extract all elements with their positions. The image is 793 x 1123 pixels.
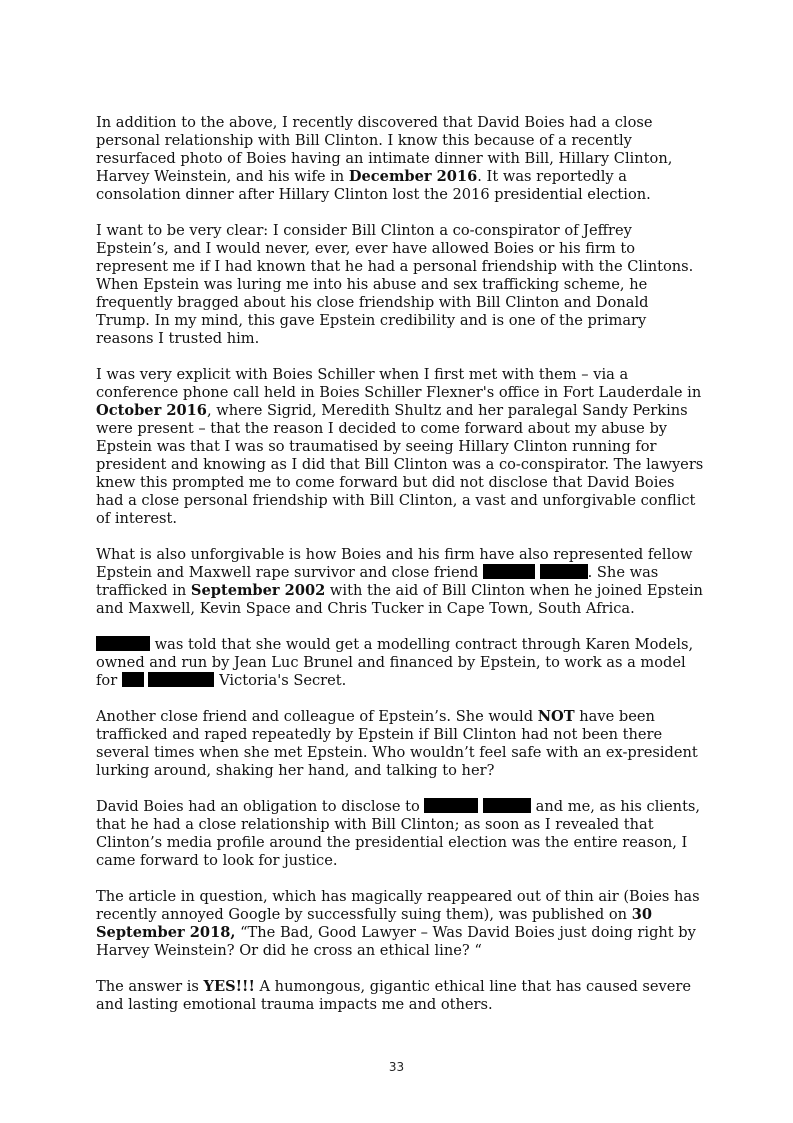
paragraph bbox=[96, 888, 706, 960]
paragraph bbox=[96, 978, 706, 1014]
text-run: . It was reportedly a consolation dinner after Hillary Clinton lost the 2016 presidential election. bbox=[96, 168, 651, 203]
paragraph bbox=[96, 114, 706, 204]
text-run: In addition to the above, I recently discovered that David Boies had a close personal relationship with Bill Clinton. I know this because of a recently resurfaced photo of Boies having an intimate dinner with Bill, Hillary Clinton, Harvey Weinstein, and his wife in bbox=[96, 114, 673, 185]
redaction-box bbox=[96, 636, 150, 651]
text-run: I was very explicit with Boies Schiller when I first met with them – via a conference phone call held in Boies Schiller Flexner's office in Fort Lauderdale in bbox=[96, 366, 702, 401]
paragraph bbox=[96, 222, 706, 348]
paragraph bbox=[96, 366, 706, 528]
text-run: , where Sigrid, Meredith Shultz and her paralegal Sandy Perkins were present – that the reason I decided to come forward about my abuse by Epstein was that I was so traumatised by seeing Hillary Clinton running for president and knowing as I did that Bill Clinton was a co-conspirator. The lawyers knew this prompted me to come forward but did not disclose that David Boies had a close personal friendship with Bill Clinton, a vast and unforgivable conflict of interest. bbox=[96, 402, 704, 527]
bold-text: 30 September 2018, bbox=[96, 906, 653, 941]
bold-text: October 2016 bbox=[96, 402, 207, 419]
redaction-box bbox=[483, 798, 531, 813]
bold-text: NOT bbox=[537, 708, 575, 725]
text-run: The article in question, which has magically reappeared out of thin air (Boies has recently annoyed Google by successfully suing them), was published on bbox=[96, 888, 700, 923]
paragraph bbox=[96, 798, 706, 870]
text-run: with the aid of Bill Clinton when he joined Epstein and Maxwell, Kevin Space and Chris Tucker in Cape Town, South Africa. bbox=[96, 582, 703, 617]
text-run: David Boies had an obligation to disclose to bbox=[96, 798, 425, 815]
redaction-box bbox=[483, 564, 535, 579]
text-run: A humongous, gigantic ethical line that has caused severe and lasting emotional trauma impacts me and others. bbox=[96, 978, 692, 1013]
redaction-box bbox=[122, 672, 144, 687]
text-run: Another close friend and colleague of Epstein’s. She would bbox=[96, 708, 538, 725]
text-run: have been trafficked and raped repeatedly by Epstein if Bill Clinton had not been there several times when she met Epstein. Who wouldn’t feel safe with an ex-president lurking around, shaking her hand, and talking to her? bbox=[96, 708, 698, 779]
redaction-box bbox=[424, 798, 478, 813]
paragraph bbox=[96, 708, 706, 780]
paragraph bbox=[96, 546, 706, 618]
bold-text: YES!!! bbox=[203, 978, 255, 995]
text-run: . She was trafficked in bbox=[96, 564, 659, 599]
text-run: What is also unforgivable is how Boies and his firm have also represented fellow Epstein and Maxwell rape survivor and close friend bbox=[96, 546, 693, 581]
paragraph bbox=[96, 636, 706, 690]
redaction-box bbox=[148, 672, 214, 687]
bold-text: September 2002 bbox=[190, 582, 326, 599]
text-run: “The Bad, Good Lawyer – Was David Boies just doing right by Harvey Weinstein? Or did he cross an ethical line? “ bbox=[96, 924, 696, 959]
text-run: was told that she would get a modelling contract through Karen Models, owned and run by Jean Luc Brunel and financed by Epstein, to work as a model for bbox=[96, 636, 694, 689]
bold-text: December 2016 bbox=[348, 168, 478, 185]
text-run: I want to be very clear: I consider Bill Clinton a co-conspirator of Jeffrey Epstein’s, and I would never, ever, ever have allowed Boies or his firm to represent me if I had known that he had a personal friendship with the Clintons. When Epstein was luring me into his abuse and sex trafficking scheme, he frequently bragged about his close friendship with Bill Clinton and Donald Trump. In my mind, this gave Epstein credibility and is one of the primary reasons I trusted him. bbox=[96, 222, 694, 347]
text-run: Victoria's Secret. bbox=[214, 672, 347, 689]
redaction-box bbox=[540, 564, 588, 579]
page-number: 33 bbox=[388, 1060, 405, 1074]
text-run: The answer is bbox=[96, 978, 204, 995]
text-run: and me, as his clients, that he had a close relationship with Bill Clinton; as soon as I revealed that Clinton’s media profile around the presidential election was the entire reason, I came forward to look for justice. bbox=[96, 798, 701, 869]
document-body bbox=[96, 114, 706, 1032]
